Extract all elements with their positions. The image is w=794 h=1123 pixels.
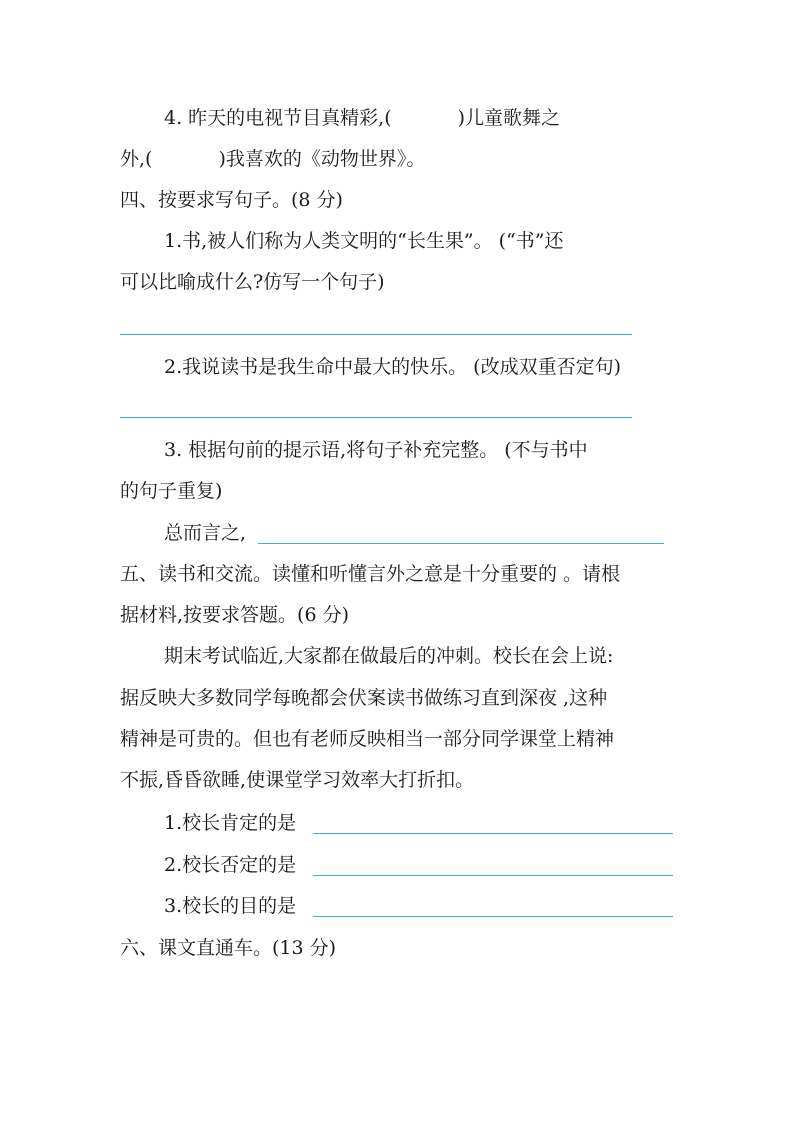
q6-heading: 六、课文直通车。(13 分) (120, 937, 337, 959)
q4-item3-line2: 的句子重复) (120, 480, 223, 502)
q4-item1-line2: 可以比喻成什么?仿写一个句子) (120, 271, 385, 293)
q4-item2-answer-line[interactable] (120, 417, 632, 418)
q5-item1-answer-line[interactable] (313, 833, 673, 834)
q4-heading: 四、按要求写句子。(8 分) (120, 189, 343, 211)
q5-passage-line2: 据反映大多数同学每晚都会伏案读书做练习直到深夜 ,这种 (120, 687, 608, 709)
q3-item4-line1 (164, 106, 560, 130)
q3-item4-text-a: 4. 昨天的电视节目真精彩,( (164, 107, 392, 129)
q5-item2: 2.校长否定的是 (164, 854, 297, 876)
q4-item1-answer-line[interactable] (120, 334, 632, 335)
q4-item3-answer-line[interactable] (258, 543, 664, 544)
q3-item4-text-b: )儿童歌舞之 (457, 107, 561, 129)
q3-item4-line2 (120, 147, 425, 171)
q4-item3-prompt: 总而言之, (164, 522, 247, 544)
q5-passage-line3: 精神是可贵的。但也有老师反映相当一部分同学课堂上精神 (120, 728, 615, 750)
q4-item1-line1: 1.书,被人们称为人类文明的“长生果”。 (“书”还 (164, 230, 564, 252)
q5-heading-line2: 据材料,按要求答题。(6 分) (120, 604, 349, 626)
q5-passage-line4: 不振,昏昏欲睡,使课堂学习效率大打折扣。 (120, 769, 475, 791)
q5-item2-answer-line[interactable] (313, 875, 673, 876)
q5-item3: 3.校长的目的是 (164, 895, 297, 917)
q5-heading-line1: 五、读书和交流。读懂和听懂言外之意是十分重要的 。请根 (120, 563, 621, 585)
q5-item3-answer-line[interactable] (313, 916, 673, 917)
q4-item2: 2.我说读书是我生命中最大的快乐。 (改成双重否定句) (164, 356, 621, 378)
q5-item1: 1.校长肯定的是 (164, 812, 297, 834)
q4-item3-line1: 3. 根据句前的提示语,将句子补充完整。 (不与书中 (164, 439, 588, 461)
q3-item4-text-d: )我喜欢的《动物世界》。 (218, 148, 426, 170)
q5-passage-line1: 期末考试临近,大家都在做最后的冲刺。校长在会上说: (164, 645, 614, 667)
q3-item4-text-c: 外,( (120, 148, 153, 170)
